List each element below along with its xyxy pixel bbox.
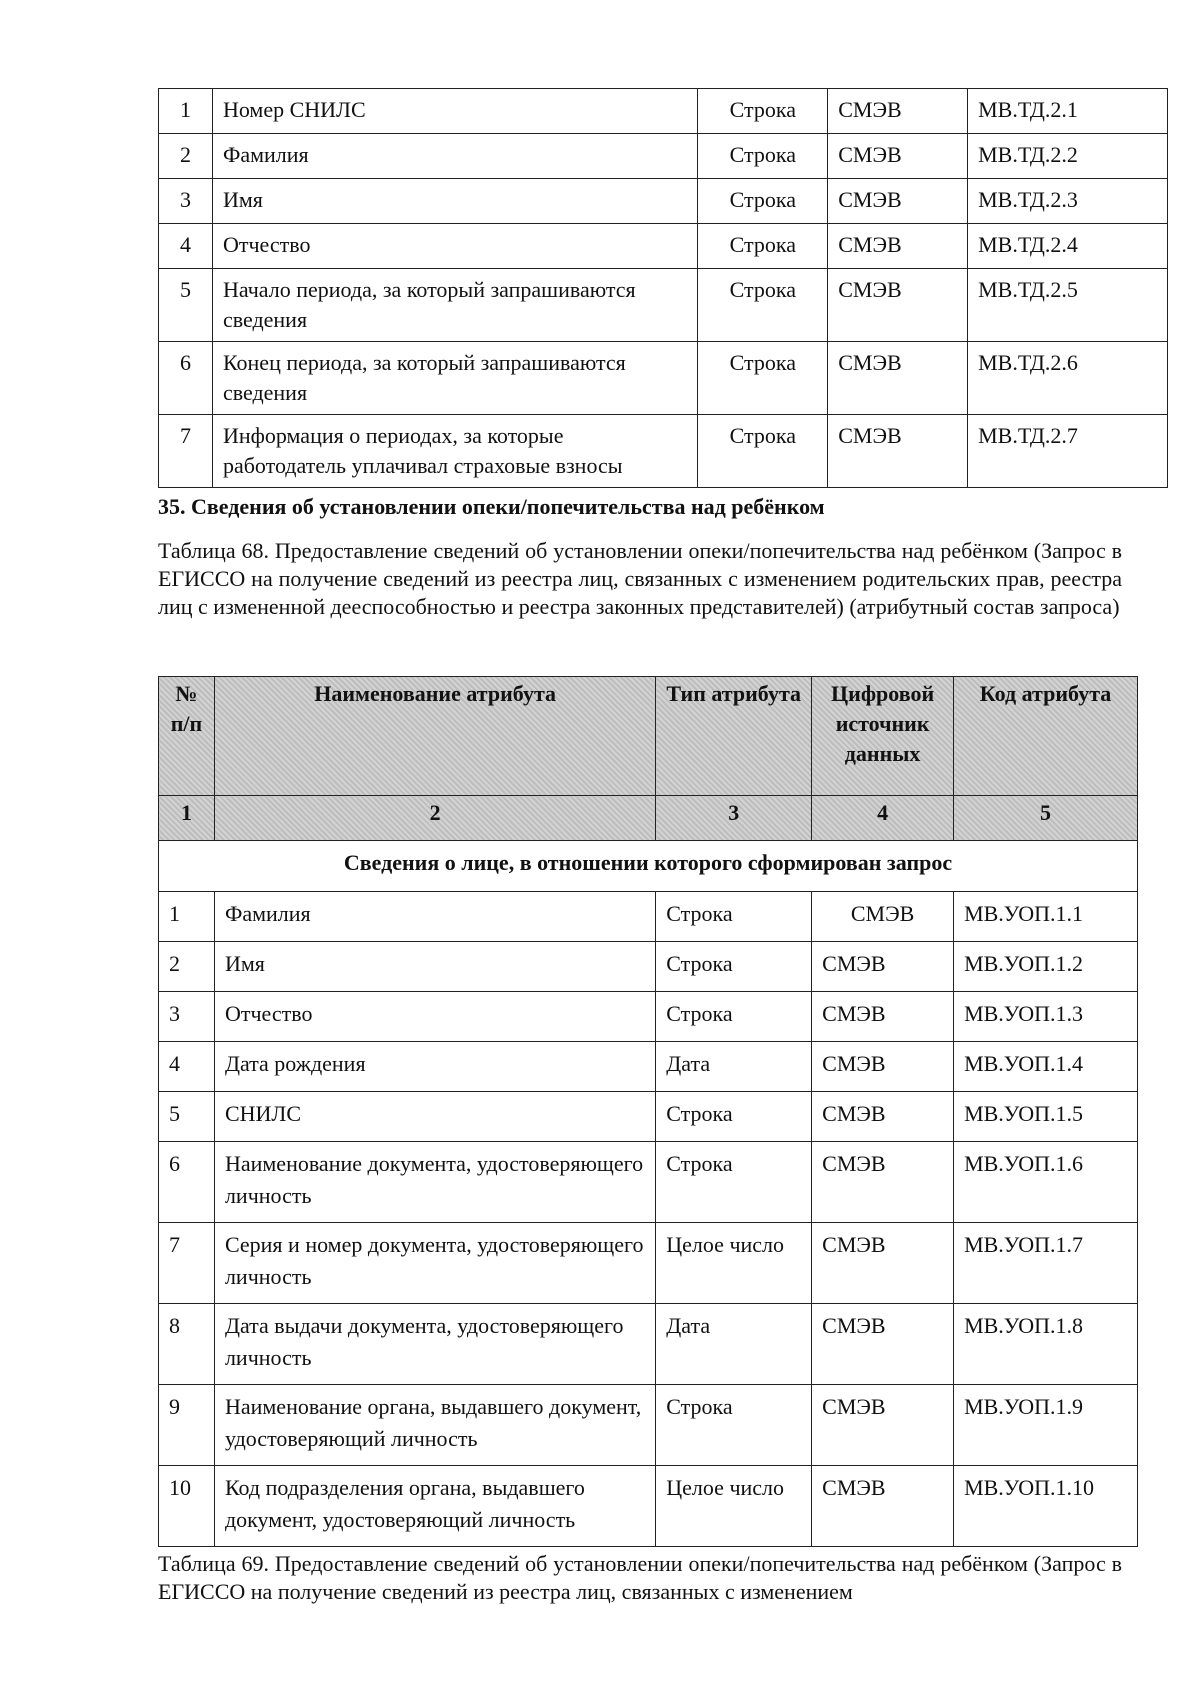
table-68 xyxy=(158,676,1138,1547)
data-source: СМЭВ xyxy=(812,1466,954,1547)
attribute-code: МВ.ТД.2.7 xyxy=(968,415,1168,488)
data-source: СМЭВ xyxy=(828,134,968,179)
attribute-code: МВ.ТД.2.1 xyxy=(968,89,1168,134)
row-number: 7 xyxy=(159,1223,215,1304)
subheader: Сведения о лице, в отношении которого сформирован запрос xyxy=(159,841,1138,892)
attribute-name: Фамилия xyxy=(212,134,697,179)
attribute-name: Дата выдачи документа, удостоверяющего личность xyxy=(214,1304,655,1385)
data-source: СМЭВ xyxy=(812,1304,954,1385)
header-attribute-code: Код атрибута xyxy=(954,677,1138,796)
table-row xyxy=(159,224,1168,269)
data-source: СМЭВ xyxy=(812,892,954,942)
table-row xyxy=(159,1092,1138,1142)
section-heading: 35. Сведения об установлении опеки/попечительства над ребёнком xyxy=(158,494,825,519)
row-number: 6 xyxy=(159,1142,215,1223)
attribute-type: Дата xyxy=(656,1304,812,1385)
data-source: СМЭВ xyxy=(812,942,954,992)
attribute-name: Наименование документа, удостоверяющего личность xyxy=(214,1142,655,1223)
attribute-name: Номер СНИЛС xyxy=(212,89,697,134)
row-number: 7 xyxy=(159,415,213,488)
row-number: 3 xyxy=(159,992,215,1042)
data-source: СМЭВ xyxy=(812,1385,954,1466)
table-row xyxy=(159,1142,1138,1223)
attribute-name: Отчество xyxy=(214,992,655,1042)
attribute-type: Строка xyxy=(698,89,828,134)
column-number: 4 xyxy=(812,796,954,841)
data-source: СМЭВ xyxy=(828,342,968,415)
column-number: 1 xyxy=(159,796,215,841)
header-number: № п/п xyxy=(159,677,215,796)
attribute-type: Строка xyxy=(656,892,812,942)
attribute-type: Строка xyxy=(698,179,828,224)
row-number: 3 xyxy=(159,179,213,224)
header-attribute-name: Наименование атрибута xyxy=(214,677,655,796)
attribute-type: Строка xyxy=(698,134,828,179)
attribute-code: МВ.ТД.2.4 xyxy=(968,224,1168,269)
table-row xyxy=(159,134,1168,179)
attribute-code: МВ.УОП.1.10 xyxy=(954,1466,1138,1547)
table-row xyxy=(159,269,1168,342)
table-row xyxy=(159,992,1138,1042)
attribute-type: Строка xyxy=(698,415,828,488)
data-source: СМЭВ xyxy=(828,415,968,488)
attribute-code: МВ.УОП.1.5 xyxy=(954,1092,1138,1142)
attribute-type: Строка xyxy=(698,224,828,269)
header-attribute-type: Тип атрибута xyxy=(656,677,812,796)
table-row xyxy=(159,89,1168,134)
table-row xyxy=(159,892,1138,942)
data-source: СМЭВ xyxy=(828,89,968,134)
attribute-name: Фамилия xyxy=(214,892,655,942)
data-source: СМЭВ xyxy=(812,992,954,1042)
table-row xyxy=(159,1385,1138,1466)
table-69-caption: Таблица 69. Предоставление сведений об установлении опеки/попечительства над ребёнком (Запрос в ЕГИССО на получение сведений из реестра лиц, связанных с изменением xyxy=(158,1551,1122,1604)
row-number: 6 xyxy=(159,342,213,415)
attribute-type: Строка xyxy=(698,269,828,342)
attributes-table-continued xyxy=(158,88,1168,488)
row-number: 1 xyxy=(159,89,213,134)
row-number: 10 xyxy=(159,1466,215,1547)
attribute-name: Начало периода, за который запрашиваются сведения xyxy=(212,269,697,342)
subheader-row xyxy=(159,841,1138,892)
attribute-code: МВ.УОП.1.7 xyxy=(954,1223,1138,1304)
table-row xyxy=(159,1223,1138,1304)
attribute-code: МВ.УОП.1.3 xyxy=(954,992,1138,1042)
table-row xyxy=(159,1042,1138,1092)
row-number: 5 xyxy=(159,1092,215,1142)
table-row xyxy=(159,342,1168,415)
table-68-caption: Таблица 68. Предоставление сведений об установлении опеки/попечительства над ребёнком (Запрос в ЕГИССО на получение сведений из реестра лиц, связанных с изменением родительских прав, реестра лиц с измененной дееспособностью и реестра законных представителей) (атрибутный состав запроса) xyxy=(158,538,1122,619)
data-source: СМЭВ xyxy=(812,1042,954,1092)
data-source: СМЭВ xyxy=(812,1223,954,1304)
attribute-code: МВ.УОП.1.1 xyxy=(954,892,1138,942)
attribute-type: Строка xyxy=(698,342,828,415)
attribute-name: СНИЛС xyxy=(214,1092,655,1142)
row-number: 4 xyxy=(159,224,213,269)
column-number: 2 xyxy=(214,796,655,841)
attribute-name: Конец периода, за который запрашиваются сведения xyxy=(212,342,697,415)
attribute-type: Целое число xyxy=(656,1223,812,1304)
attribute-code: МВ.УОП.1.6 xyxy=(954,1142,1138,1223)
row-number: 5 xyxy=(159,269,213,342)
attribute-code: МВ.УОП.1.4 xyxy=(954,1042,1138,1092)
column-number: 3 xyxy=(656,796,812,841)
attribute-type: Строка xyxy=(656,942,812,992)
attribute-type: Строка xyxy=(656,1142,812,1223)
attribute-type: Дата xyxy=(656,1042,812,1092)
attribute-name: Имя xyxy=(214,942,655,992)
data-source: СМЭВ xyxy=(812,1092,954,1142)
attribute-name: Информация о периодах, за которые работодатель уплачивал страховые взносы xyxy=(212,415,697,488)
attribute-name: Имя xyxy=(212,179,697,224)
row-number: 9 xyxy=(159,1385,215,1466)
data-source: СМЭВ xyxy=(812,1142,954,1223)
table-row xyxy=(159,415,1168,488)
attribute-type: Целое число xyxy=(656,1466,812,1547)
table-row xyxy=(159,1304,1138,1385)
table-row xyxy=(159,179,1168,224)
data-source: СМЭВ xyxy=(828,224,968,269)
attribute-code: МВ.ТД.2.6 xyxy=(968,342,1168,415)
row-number: 4 xyxy=(159,1042,215,1092)
row-number: 1 xyxy=(159,892,215,942)
row-number: 2 xyxy=(159,134,213,179)
column-numbers-row xyxy=(159,796,1138,841)
attribute-code: МВ.ТД.2.5 xyxy=(968,269,1168,342)
attribute-name: Серия и номер документа, удостоверяющего личность xyxy=(214,1223,655,1304)
attribute-type: Строка xyxy=(656,1092,812,1142)
attribute-code: МВ.УОП.1.9 xyxy=(954,1385,1138,1466)
attribute-type: Строка xyxy=(656,1385,812,1466)
attribute-name: Отчество xyxy=(212,224,697,269)
attribute-code: МВ.УОП.1.8 xyxy=(954,1304,1138,1385)
attribute-code: МВ.ТД.2.2 xyxy=(968,134,1168,179)
data-source: СМЭВ xyxy=(828,269,968,342)
attribute-name: Наименование органа, выдавшего документ, удостоверяющий личность xyxy=(214,1385,655,1466)
table-row xyxy=(159,1466,1138,1547)
column-number: 5 xyxy=(954,796,1138,841)
table-header-row xyxy=(159,677,1138,796)
row-number: 2 xyxy=(159,942,215,992)
attribute-name: Дата рождения xyxy=(214,1042,655,1092)
row-number: 8 xyxy=(159,1304,215,1385)
data-source: СМЭВ xyxy=(828,179,968,224)
attribute-code: МВ.ТД.2.3 xyxy=(968,179,1168,224)
table-row xyxy=(159,942,1138,992)
attribute-name: Код подразделения органа, выдавшего документ, удостоверяющий личность xyxy=(214,1466,655,1547)
header-data-source: Цифровой источник данных xyxy=(812,677,954,796)
attribute-code: МВ.УОП.1.2 xyxy=(954,942,1138,992)
attribute-type: Строка xyxy=(656,992,812,1042)
